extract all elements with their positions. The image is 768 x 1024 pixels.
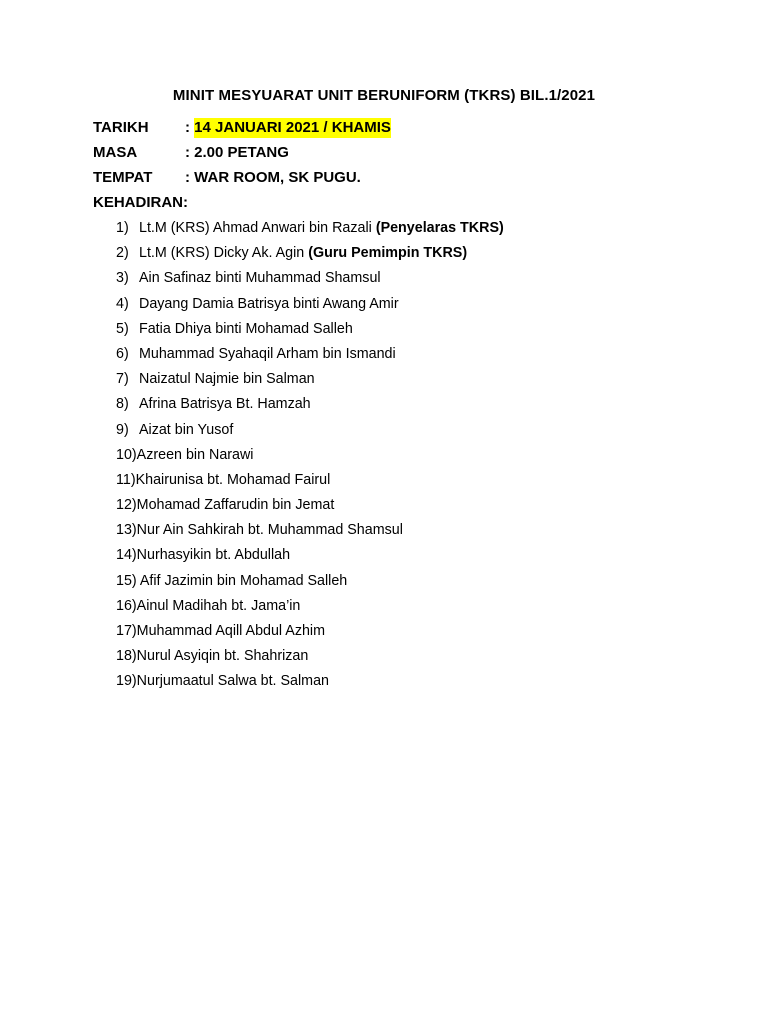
list-item-name: Aizat bin Yusof [139,421,234,438]
list-item-number: 9) [116,421,129,438]
list-item-number: 5) [116,320,129,337]
meta-value-place: WAR ROOM, SK PUGU. [194,169,361,186]
list-item-name: Dayang Damia Batrisya binti Awang Amir [139,295,399,312]
list-item-role: (Penyelaras TKRS) [375,220,504,236]
list-item-name: Afrina Batrisya Bt. Hamzah [139,396,311,413]
list-item [116,596,504,621]
list-item-number: 3) [116,270,129,287]
meta-separator: : [185,144,190,161]
list-item-name: Khairunisa bt. Mohamad Fairul [135,471,331,488]
meta-label: TEMPAT [93,169,153,186]
list-item [116,495,504,520]
list-item [116,671,504,696]
meta-row-tempat [93,168,361,188]
meta-label: MASA [93,144,138,161]
meta-row-tarikh [93,118,391,138]
list-item-number: 10) [116,446,137,463]
meta-separator: : [185,169,190,186]
list-item-name: Muhammad Syahaqil Arham bin Ismandi [139,345,396,362]
list-item [116,420,504,445]
list-item [116,344,504,369]
list-item [116,294,504,319]
list-item-name: Naizatul Najmie bin Salman [139,371,315,388]
list-item-number: 17) [116,623,137,639]
list-item-number: 8) [116,396,129,413]
list-item [116,243,504,268]
list-item [116,319,504,344]
meta-separator: : [185,119,190,136]
list-item-name: Azreen bin Narawi [136,446,254,463]
list-item-name: Lt.M (KRS) Dicky Ak. Agin [139,245,305,262]
list-item [116,369,504,394]
list-item-number: 7) [116,371,129,388]
list-item [116,646,504,671]
list-item [116,621,504,646]
document-title: MINIT MESYUARAT UNIT BERUNIFORM (TKRS) BIL.1/2021 [172,87,596,104]
list-item-number: 13) [116,522,137,539]
list-item-name: Ain Safinaz binti Muhammad Shamsul [139,270,381,287]
list-item-number: 11) [116,471,136,488]
list-item-name: Muhammad Aqill Abdul Azhim [136,623,326,639]
meta-label: TARIKH [93,119,149,136]
meta-row-masa [93,143,289,163]
list-item-name: Lt.M (KRS) Ahmad Anwari bin Razali [139,220,372,236]
attendance-list [116,218,504,697]
list-item [116,445,504,470]
list-item-number: 14) [116,547,137,564]
list-item-name: Nur Ain Sahkirah bt. Muhammad Shamsul [136,522,403,539]
meta-value-time: 2.00 PETANG [194,144,289,161]
list-item-number: 4) [116,295,129,312]
list-item-role: (Guru Pemimpin TKRS) [308,245,468,262]
list-item [116,520,504,545]
list-item [116,470,504,495]
list-item-number: 19) [116,673,137,690]
list-item-number: 6) [116,345,129,362]
list-item [116,571,504,596]
list-item-number: 15) [116,572,137,589]
list-item-number: 2) [116,245,129,262]
list-item-name: Nurhasyikin bt. Abdullah [136,547,291,564]
list-item-name: Mohamad Zaffarudin bin Jemat [136,497,335,514]
list-item-number: 1) [116,220,129,236]
list-item-name: Nurjumaatul Salwa bt. Salman [136,673,329,690]
list-item-number: 18) [116,648,137,665]
list-item-number: 12) [116,497,137,514]
list-item [116,545,504,570]
meta-value-date: 14 JANUARI 2021 / KHAMIS [194,119,391,136]
list-item-name: Afif Jazimin bin Mohamad Salleh [136,572,348,589]
list-item-name: Nurul Asyiqin bt. Shahrizan [136,648,309,665]
list-item-number: 16) [116,597,137,614]
list-item-name: Ainul Madihah bt. Jama’in [136,597,301,614]
list-item [116,394,504,419]
attendance-heading: KEHADIRAN: [93,194,188,211]
list-item-name: Fatia Dhiya binti Mohamad Salleh [139,320,353,337]
list-item [116,268,504,293]
list-item [116,218,504,243]
